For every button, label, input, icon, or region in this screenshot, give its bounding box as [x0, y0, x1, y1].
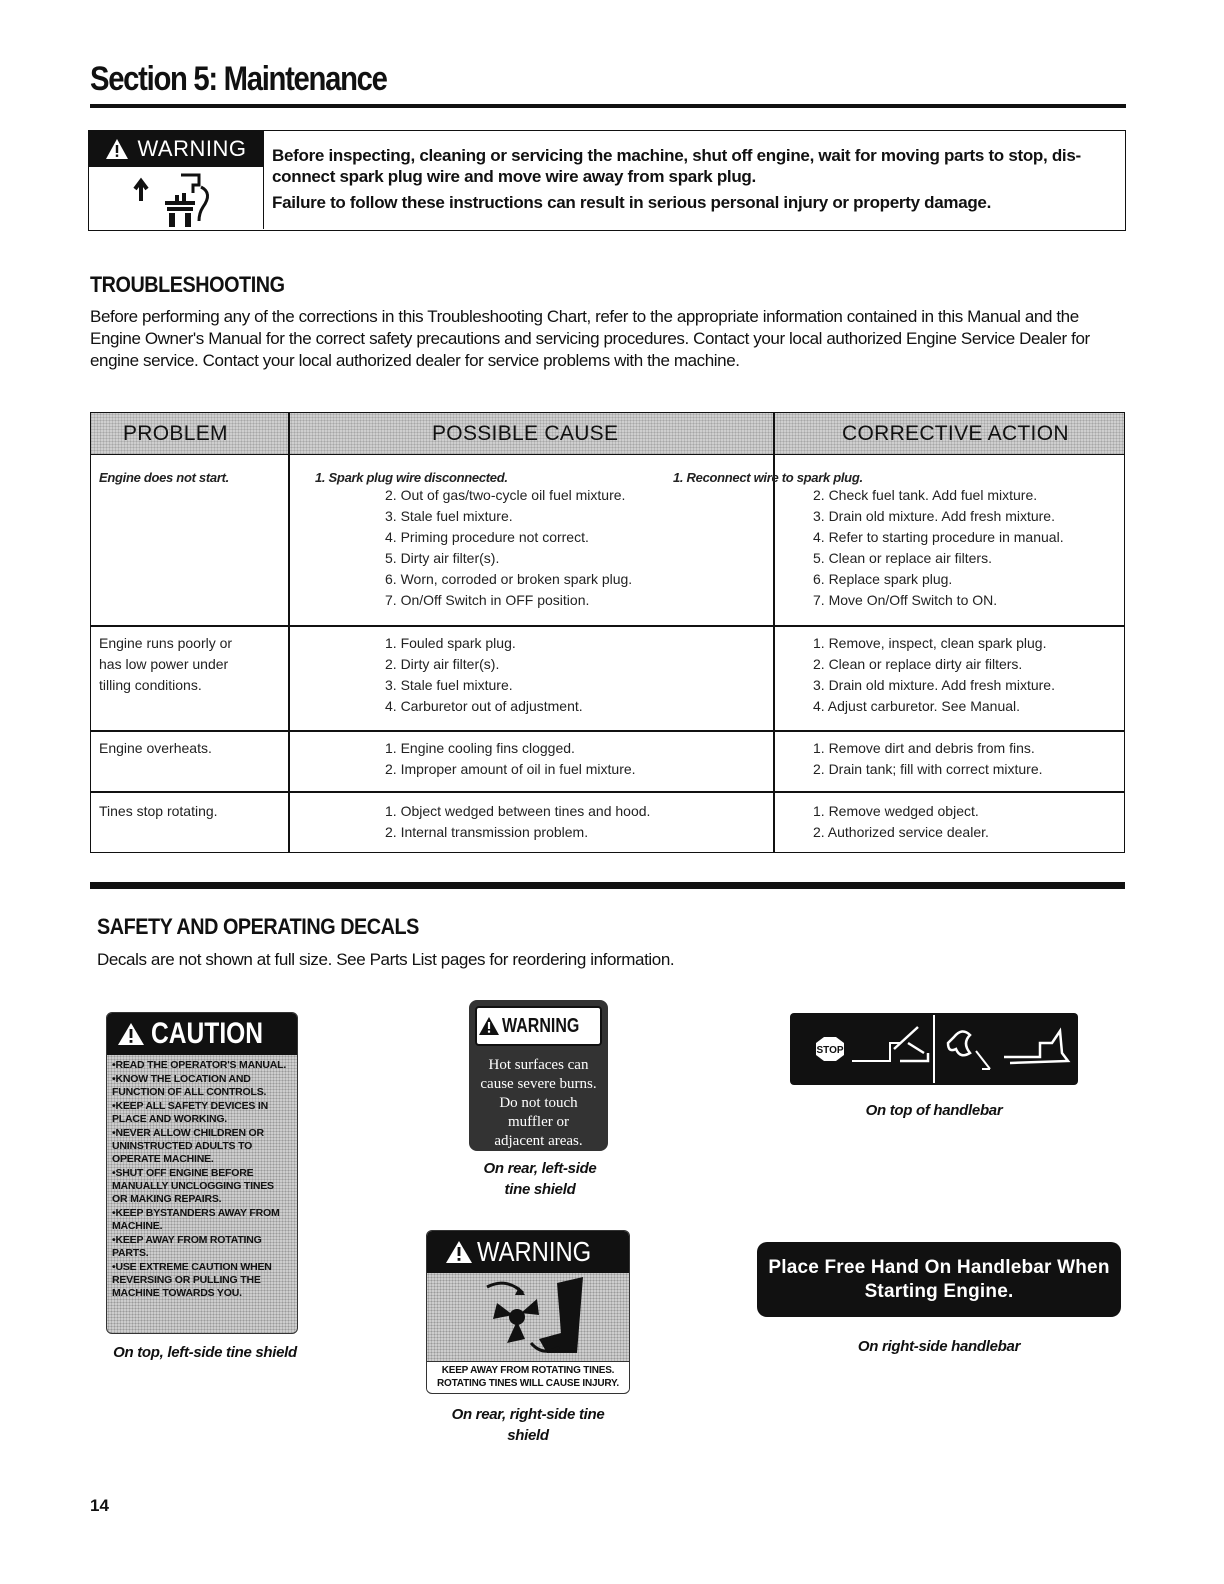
- stop-caption: On top of handlebar: [865, 1102, 1003, 1119]
- alert-triangle-icon: [117, 1022, 145, 1046]
- caution-header: CAUTION: [107, 1013, 297, 1055]
- caution-item: • KNOW THE LOCATION AND FUNCTION OF ALL CONTROLS.: [112, 1073, 291, 1099]
- caution-item: • KEEP ALL SAFETY DEVICES IN PLACE AND WORKING.: [112, 1100, 291, 1126]
- caution-item: • NEVER ALLOW CHILDREN OR UNINSTRUCTED ADULTS TO OPERATE MACHINE.: [112, 1127, 291, 1166]
- rotating-tines-icon: [427, 1273, 629, 1361]
- caution-caption: On top, left-side tine shield: [113, 1344, 297, 1361]
- page-title: Section 5: Maintenance: [90, 60, 387, 98]
- row-divider: [91, 730, 1124, 732]
- troubleshooting-intro: Before performing any of the corrections in this Troubleshooting Chart, refer to the appropriate information contained in this Manual and the Engine Owner's Manual for the correct safety precautions and servicing procedures. Contact your local authorized Engine Service Dealer for engine service. Contact your local authorized dealer for service problems with the machine.: [90, 307, 1090, 370]
- hot-warning-header: WARNING: [475, 1006, 602, 1046]
- warning-line-2: Failure to follow these instructions can result in serious personal injury or property damage.: [272, 193, 992, 212]
- hot-warning-caption: On rear, left-side tine shield: [483, 1160, 597, 1198]
- decals-intro: Decals are not shown at full size. See Parts List pages for reordering information.: [97, 950, 675, 969]
- caution-item: • READ THE OPERATOR'S MANUAL.: [112, 1059, 291, 1072]
- alert-triangle-icon: [445, 1240, 473, 1264]
- warning-line-1: Before inspecting, cleaning or servicing the machine, shut off engine, wait for moving parts to stop, dis- connect spark plug wire and move wire away from spark plug.: [272, 146, 1081, 186]
- caution-decal: [106, 1012, 298, 1334]
- warning-box: [88, 130, 1126, 231]
- section-divider: [90, 882, 1125, 889]
- cause-cell: 1. Engine cooling fins clogged. 2. Improper amount of oil in fuel mixture.: [385, 740, 636, 777]
- place-hand-caption: On right-side handlebar: [857, 1338, 1021, 1355]
- hot-warning-text: Hot surfaces can cause severe burns. Do not touch muffler or adjacent areas.: [480, 1057, 597, 1149]
- rotating-tines-warning-decal: [426, 1230, 630, 1394]
- place-hand-decal: [757, 1242, 1121, 1317]
- action-cell: 1. Remove, inspect, clean spark plug. 2. Clean or replace dirty air filters. 3. Drain old mixture. Add fresh mixture. 4. Adjust carburetor. See Manual.: [813, 635, 1055, 714]
- caution-item: • USE EXTREME CAUTION WHEN REVERSING OR PULLING THE MACHINE TOWARDS YOU.: [112, 1261, 291, 1300]
- place-hand-line-2: Starting Engine.: [864, 1281, 1014, 1302]
- alert-triangle-icon: [105, 138, 129, 160]
- row-divider: [91, 625, 1124, 627]
- column-header-problem: PROBLEM: [91, 413, 288, 455]
- problem-cell: Engine does not start.: [99, 470, 229, 485]
- cause-cell: 2. Out of gas/two-cycle oil fuel mixture. 3. Stale fuel mixture. 4. Priming procedure not correct. 5. Dirty air filter(s). 6. Worn, corroded or broken spark plug. 7. On/Off Switch in OFF position.: [385, 487, 633, 608]
- problem-cell: Tines stop rotating.: [99, 803, 218, 819]
- page-number: 14: [90, 1496, 109, 1515]
- rotating-tines-pictogram: [427, 1273, 629, 1361]
- problem-cell: Engine runs poorly or has low power under tilling conditions.: [99, 635, 233, 693]
- action-cell-first: 1. Reconnect wire to spark plug.: [673, 470, 863, 485]
- tines-warning-header: WARNING: [427, 1231, 629, 1273]
- tines-warning-caption: On rear, right-side tine shield: [451, 1406, 605, 1444]
- place-hand-line-1: Place Free Hand On Handlebar When: [768, 1257, 1110, 1278]
- stop-tiller-pictogram: [790, 1013, 1078, 1085]
- caution-item: • KEEP AWAY FROM ROTATING PARTS.: [112, 1234, 291, 1260]
- cause-cell: 1. Object wedged between tines and hood. 2. Internal transmission problem.: [385, 803, 651, 840]
- cause-cell: 1. Fouled spark plug. 2. Dirty air filter(s). 3. Stale fuel mixture. 4. Carburetor out of adjustment.: [385, 635, 583, 714]
- caution-list: [107, 1055, 297, 1300]
- action-cell: 1. Remove wedged object. 2. Authorized service dealer.: [813, 803, 989, 840]
- problem-cell: Engine overheats.: [99, 740, 212, 756]
- title-rule: [90, 104, 1126, 108]
- spark-plug-disconnect-icon: [129, 171, 229, 227]
- cause-cell-first: 1. Spark plug wire disconnected.: [315, 470, 508, 485]
- action-cell: 1. Remove dirt and debris from fins. 2. Drain tank; fill with correct mixture.: [813, 740, 1043, 777]
- row-divider: [91, 791, 1124, 793]
- stop-sign-label: STOP: [816, 1045, 844, 1056]
- hot-surface-warning-decal: [469, 1000, 608, 1151]
- alert-triangle-icon: [478, 1016, 500, 1036]
- warning-text: [272, 145, 1122, 218]
- column-header-action: CORRECTIVE ACTION: [774, 413, 1124, 455]
- column-header-cause: POSSIBLE CAUSE: [288, 413, 774, 455]
- warning-symbol-panel: [89, 131, 264, 229]
- decals-heading: SAFETY AND OPERATING DECALS: [97, 914, 419, 939]
- warning-badge: WARNING: [89, 131, 263, 167]
- tines-warning-text: KEEP AWAY FROM ROTATING TINES. ROTATING TINES WILL CAUSE INJURY.: [427, 1361, 629, 1391]
- action-cell: 2. Check fuel tank. Add fuel mixture. 3. Drain old mixture. Add fresh mixture. 4. Refer to starting procedure in manual. 5. Clean or replace air filters. 6. Replace spark plug. 7. Move On/Off Switch to ON.: [813, 487, 1064, 608]
- troubleshooting-table: [90, 412, 1125, 853]
- caution-item: • SHUT OFF ENGINE BEFORE MANUALLY UNCLOGGING TINES OR MAKING REPAIRS.: [112, 1167, 291, 1206]
- stop-handlebar-decal: [790, 1013, 1078, 1085]
- troubleshooting-heading: TROUBLESHOOTING: [90, 272, 285, 297]
- caution-item: • KEEP BYSTANDERS AWAY FROM MACHINE.: [112, 1207, 291, 1233]
- column-divider: [288, 413, 290, 852]
